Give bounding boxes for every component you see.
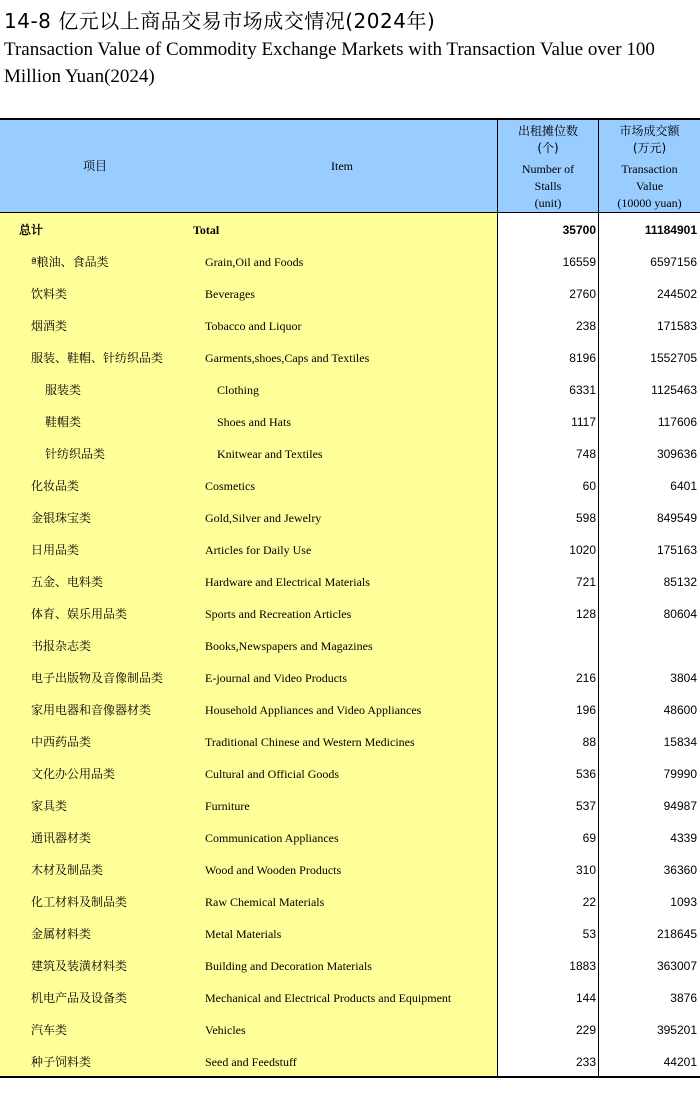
- row-stalls: 598: [575, 511, 596, 525]
- table-row: [0, 918, 700, 950]
- row-item-cn: 化工材料及制品类: [31, 895, 128, 909]
- row-value: 79990: [663, 767, 697, 781]
- row-stalls: 233: [575, 1055, 596, 1069]
- row-item-cn: 通讯器材类: [31, 831, 92, 845]
- row-value: 171583: [656, 319, 697, 333]
- row-value: 218645: [656, 927, 697, 941]
- table-row: [0, 438, 700, 470]
- row-item-en: Books,Newspapers and Magazines: [205, 639, 373, 653]
- table-row: [0, 534, 700, 566]
- header-value-unit-cn: (万元): [632, 141, 667, 155]
- row-item-cn: 金银珠宝类: [31, 511, 92, 525]
- row-stalls: 310: [575, 863, 596, 877]
- table-row: [0, 726, 700, 758]
- row-stalls: 721: [575, 575, 596, 589]
- row-item-cn: 机电产品及设备类: [31, 991, 128, 1005]
- table-row: [0, 374, 700, 406]
- row-value: 15834: [663, 735, 697, 749]
- header-value-cn: 市场成交额: [619, 124, 680, 138]
- row-item-en: Articles for Daily Use: [205, 543, 312, 557]
- table-row: [0, 598, 700, 630]
- row-item-cn: 日用品类: [31, 543, 80, 557]
- table-row: [0, 310, 700, 342]
- table-row: [0, 982, 700, 1014]
- row-stalls: 748: [575, 447, 596, 461]
- row-value: 849549: [656, 511, 697, 525]
- row-stalls: 537: [575, 799, 596, 813]
- row-item-en: Sports and Recreation Articles: [205, 607, 352, 621]
- table-row: [0, 822, 700, 854]
- row-stalls: 2760: [569, 287, 596, 301]
- row-stalls: 229: [575, 1023, 596, 1037]
- table-row: [0, 502, 700, 534]
- row-stalls: [498, 630, 596, 662]
- table-row: [0, 278, 700, 310]
- row-item-en: Hardware and Electrical Materials: [205, 575, 370, 589]
- row-stalls: 88: [582, 735, 596, 749]
- row-stalls: 6331: [569, 383, 596, 397]
- row-item-cn: 建筑及装潢材料类: [31, 959, 128, 973]
- row-value: 11184901: [644, 223, 697, 237]
- row-value: 48600: [663, 703, 697, 717]
- header-stalls-cn: 出租摊位数: [517, 124, 578, 138]
- row-value: 309636: [656, 447, 697, 461]
- row-item-en: Shoes and Hats: [217, 415, 291, 429]
- table-row: [0, 1046, 700, 1078]
- row-value: 80604: [663, 607, 697, 621]
- row-item-en: Gold,Silver and Jewelry: [205, 511, 322, 525]
- row-item-en: Garments,shoes,Caps and Textiles: [205, 351, 370, 365]
- table-row: [0, 694, 700, 726]
- row-value: 363007: [656, 959, 697, 973]
- row-item-en: Vehicles: [205, 1023, 246, 1037]
- row-value: 3876: [670, 991, 697, 1005]
- row-item-en: Grain,Oil and Foods: [205, 255, 304, 269]
- table-row: [0, 342, 700, 374]
- row-stalls: 53: [582, 927, 596, 941]
- row-value: 1125463: [651, 383, 697, 397]
- row-item-en: Communication Appliances: [205, 831, 339, 845]
- header-item-cn: 项目: [82, 159, 107, 173]
- row-value: 44201: [663, 1055, 697, 1069]
- row-item-en: Cosmetics: [205, 479, 255, 493]
- table-row: [0, 406, 700, 438]
- row-stalls: 216: [575, 671, 596, 685]
- row-stalls: 60: [582, 479, 596, 493]
- row-item-cn: 金属材料类: [31, 927, 92, 941]
- header-stalls-en-2: Stalls: [534, 179, 562, 193]
- table-row: [0, 886, 700, 918]
- row-item-cn: 化妆品类: [31, 479, 80, 493]
- row-item-cn: 文化办公用品类: [31, 767, 116, 781]
- table-row: [0, 214, 700, 246]
- header-stalls-unit-cn: (个): [537, 141, 559, 155]
- table-row: [0, 470, 700, 502]
- table-row: [0, 790, 700, 822]
- row-value: 94987: [663, 799, 697, 813]
- row-stalls: 536: [575, 767, 596, 781]
- row-value: 244502: [656, 287, 697, 301]
- header-value-en-3: (10000 yuan): [617, 196, 682, 210]
- table-row: [0, 662, 700, 694]
- row-value: [599, 630, 697, 662]
- row-stalls: 128: [575, 607, 596, 621]
- table-row: [0, 566, 700, 598]
- table-row: [0, 1014, 700, 1046]
- row-item-cn: 饮料类: [31, 287, 68, 301]
- row-value: 6401: [670, 479, 697, 493]
- row-item-en: Building and Decoration Materials: [205, 959, 372, 973]
- row-value: 175163: [656, 543, 697, 557]
- row-stalls: 8196: [569, 351, 596, 365]
- row-item-cn: 木材及制品类: [31, 863, 104, 877]
- row-item-cn: 种子饲料类: [31, 1055, 92, 1069]
- row-item-cn: 针纺织品类: [45, 447, 106, 461]
- row-stalls: 22: [582, 895, 596, 909]
- row-item-en: Traditional Chinese and Western Medicines: [205, 735, 415, 749]
- row-value: 85132: [663, 575, 697, 589]
- row-item-cn: 家具类: [31, 799, 68, 813]
- row-item-en: Furniture: [205, 799, 250, 813]
- header-stalls-en-3: (unit): [534, 196, 562, 210]
- row-stalls: 1883: [569, 959, 596, 973]
- row-item-en: Tobacco and Liquor: [205, 319, 302, 333]
- row-item-cn: 家用电器和音像器材类: [31, 703, 152, 717]
- header-item-en: Item: [331, 159, 353, 173]
- table-row: [0, 630, 700, 662]
- row-stalls: 1117: [571, 415, 596, 429]
- row-item-en: Mechanical and Electrical Products and Equipment: [205, 991, 452, 1005]
- row-item-en: E-journal and Video Products: [205, 671, 348, 685]
- row-stalls: 16559: [562, 255, 596, 269]
- row-item-cn: 五金、电料类: [31, 575, 104, 589]
- table-header-rule: [0, 212, 700, 213]
- row-item-en: Metal Materials: [205, 927, 282, 941]
- row-value: 1552705: [650, 351, 697, 365]
- row-value: 395201: [656, 1023, 697, 1037]
- row-stalls: 69: [582, 831, 596, 845]
- row-item-cn: 服装、鞋帽、针纺织品类: [31, 351, 164, 365]
- row-item-en: Total: [193, 223, 220, 237]
- row-item-cn: 书报杂志类: [31, 639, 92, 653]
- row-item-cn: 体育、娱乐用品类: [31, 607, 128, 621]
- row-item-cn: 鞋帽类: [45, 415, 82, 429]
- row-item-cn: 总计: [19, 223, 44, 237]
- row-item-en: Wood and Wooden Products: [205, 863, 342, 877]
- row-value: 4339: [670, 831, 697, 845]
- row-item-cn: 烟酒类: [31, 319, 68, 333]
- row-value: 117606: [657, 415, 697, 429]
- row-item-en: Seed and Feedstuff: [205, 1055, 297, 1069]
- row-stalls: 1020: [569, 543, 596, 557]
- page-title-english: Transaction Value of Commodity Exchange Markets with Transaction Value over 100 Million Yuan(2024): [4, 39, 655, 87]
- row-item-en: Knitwear and Textiles: [217, 447, 323, 461]
- header-value-en-1: Transaction: [621, 162, 678, 176]
- page-title-chinese: 14-8 亿元以上商品交易市场成交情况(2024年): [4, 9, 436, 33]
- row-item-en: Beverages: [205, 287, 255, 301]
- row-item-cn: ª粮油、食品类: [31, 255, 109, 269]
- row-item-en: Clothing: [217, 383, 260, 397]
- row-value: 36360: [663, 863, 697, 877]
- row-item-cn: 电子出版物及音像制品类: [31, 671, 164, 685]
- row-item-cn: 中西药品类: [31, 735, 92, 749]
- table-top-rule: [0, 118, 700, 120]
- row-item-en: Household Appliances and Video Appliances: [205, 703, 422, 717]
- row-stalls: 238: [575, 319, 596, 333]
- row-stalls: 196: [575, 703, 596, 717]
- row-item-en: Cultural and Official Goods: [205, 767, 340, 781]
- row-value: 3804: [670, 671, 697, 685]
- header-stalls-en-1: Number of: [521, 162, 575, 176]
- row-stalls: 35700: [562, 223, 596, 237]
- header-value-en-2: Value: [635, 179, 664, 193]
- row-stalls: 144: [575, 991, 596, 1005]
- table-row: [0, 758, 700, 790]
- row-value: 1093: [670, 895, 697, 909]
- row-value: 6597156: [650, 255, 697, 269]
- table-row: [0, 246, 700, 278]
- row-item-cn: 服装类: [45, 383, 82, 397]
- row-item-cn: 汽车类: [31, 1023, 68, 1037]
- row-item-en: Raw Chemical Materials: [205, 895, 325, 909]
- table-row: [0, 854, 700, 886]
- table-row: [0, 950, 700, 982]
